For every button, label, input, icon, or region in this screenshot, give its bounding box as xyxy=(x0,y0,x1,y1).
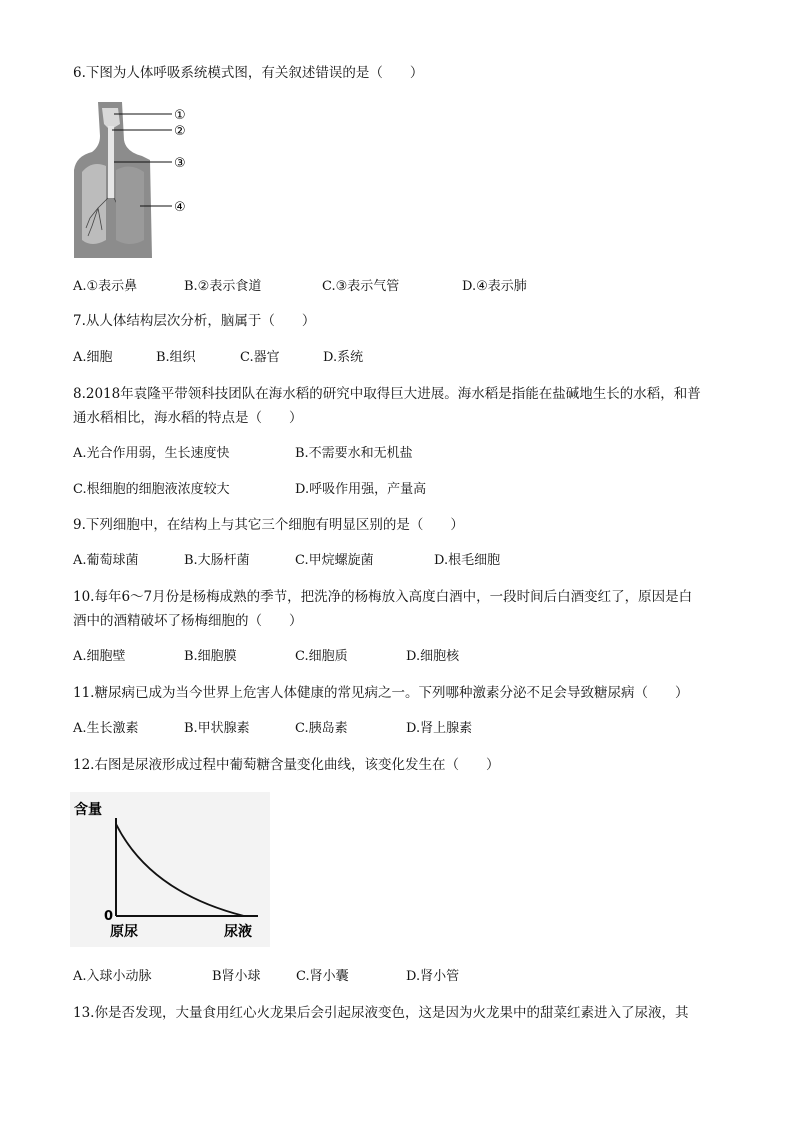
q11-option-a[interactable]: A.生长激素 xyxy=(73,721,139,736)
q6-option-d[interactable]: D.④表示肺 xyxy=(462,279,527,294)
q9-option-c[interactable]: C.甲烷螺旋菌 xyxy=(295,553,374,568)
q11-option-b[interactable]: B.甲状腺素 xyxy=(184,721,250,736)
q6-stem: 6.下图为人体呼吸系统模式图，有关叙述错误的是（ ） xyxy=(73,65,424,81)
x-start-label: 原尿 xyxy=(110,924,138,940)
q10-option-a[interactable]: A.细胞壁 xyxy=(73,649,126,664)
y-axis-label: 含量 xyxy=(74,802,102,818)
q12-option-c[interactable]: C.肾小囊 xyxy=(296,969,349,984)
q11-stem: 11.糖尿病已成为当今世界上危害人体健康的常见病之一。下列哪种激素分泌不足会导致糖尿病（ ） xyxy=(73,685,689,701)
q7-option-c[interactable]: C.器官 xyxy=(240,350,280,365)
origin-label: 0 xyxy=(104,909,114,924)
q6-option-a[interactable]: A.①表示鼻 xyxy=(73,279,138,294)
trachea xyxy=(108,126,114,198)
q10-option-c[interactable]: C.细胞质 xyxy=(295,649,348,664)
glucose-curve-figure xyxy=(70,792,270,947)
q7-option-a[interactable]: A.细胞 xyxy=(73,350,113,365)
q12-option-a[interactable]: A.入球小动脉 xyxy=(73,969,152,984)
q6-option-c[interactable]: C.③表示气管 xyxy=(322,279,400,294)
q11-option-d[interactable]: D.肾上腺素 xyxy=(406,721,473,736)
q8-option-a[interactable]: A.光合作用弱，生长速度快 xyxy=(73,446,230,461)
q8-stem-line-2: 通水稻相比，海水稻的特点是（ ） xyxy=(73,410,303,426)
q6-option-b[interactable]: B.②表示食道 xyxy=(184,279,262,294)
fig-label-2: ② xyxy=(174,124,186,139)
fig-label-1: ① xyxy=(174,108,186,123)
q10-stem-line-1: 10.每年6～7月份是杨梅成熟的季节，把洗净的杨梅放入高度白酒中，一段时间后白酒变红了，原因是白 xyxy=(73,589,693,605)
q9-stem: 9.下列细胞中，在结构上与其它三个细胞有明显区别的是（ ） xyxy=(73,517,464,533)
q12-option-d[interactable]: D.肾小管 xyxy=(406,969,460,984)
q13-stem: 13.你是否发现，大量食用红心火龙果后会引起尿液变色，这是因为火龙果中的甜菜红素进入了尿液，其 xyxy=(73,1005,689,1021)
q9-option-d[interactable]: D.根毛细胞 xyxy=(434,553,501,568)
x-end-label: 尿液 xyxy=(224,924,252,940)
q12-option-b[interactable]: B肾小球 xyxy=(212,969,261,984)
q10-option-d[interactable]: D.细胞核 xyxy=(406,649,460,664)
q10-stem-line-2: 酒中的酒精破坏了杨梅细胞的（ ） xyxy=(73,613,303,629)
q8-option-b[interactable]: B.不需要水和无机盐 xyxy=(295,446,413,461)
q7-option-b[interactable]: B.组织 xyxy=(156,350,196,365)
fig-label-3: ③ xyxy=(174,156,186,171)
q10-option-b[interactable]: B.细胞膜 xyxy=(184,649,237,664)
q11-option-c[interactable]: C.胰岛素 xyxy=(295,721,348,736)
q9-option-b[interactable]: B.大肠杆菌 xyxy=(184,553,250,568)
lung-right xyxy=(116,166,144,244)
q7-stem: 7.从人体结构层次分析，脑属于（ ） xyxy=(73,313,316,329)
q9-option-a[interactable]: A.葡萄球菌 xyxy=(73,553,139,568)
respiratory-system-figure xyxy=(70,100,200,260)
q8-option-c[interactable]: C.根细胞的细胞液浓度较大 xyxy=(73,482,230,497)
q7-option-d[interactable]: D.系统 xyxy=(323,350,364,365)
fig-label-4: ④ xyxy=(174,200,186,215)
q12-stem: 12.右图是尿液形成过程中葡萄糖含量变化曲线，该变化发生在（ ） xyxy=(73,757,500,773)
q8-option-d[interactable]: D.呼吸作用强，产量高 xyxy=(295,482,427,497)
q8-stem-line-1: 8.2018年袁隆平带领科技团队在海水稻的研究中取得巨大进展。海水稻是指能在盐碱地生长的水稻，和普 xyxy=(73,386,701,402)
